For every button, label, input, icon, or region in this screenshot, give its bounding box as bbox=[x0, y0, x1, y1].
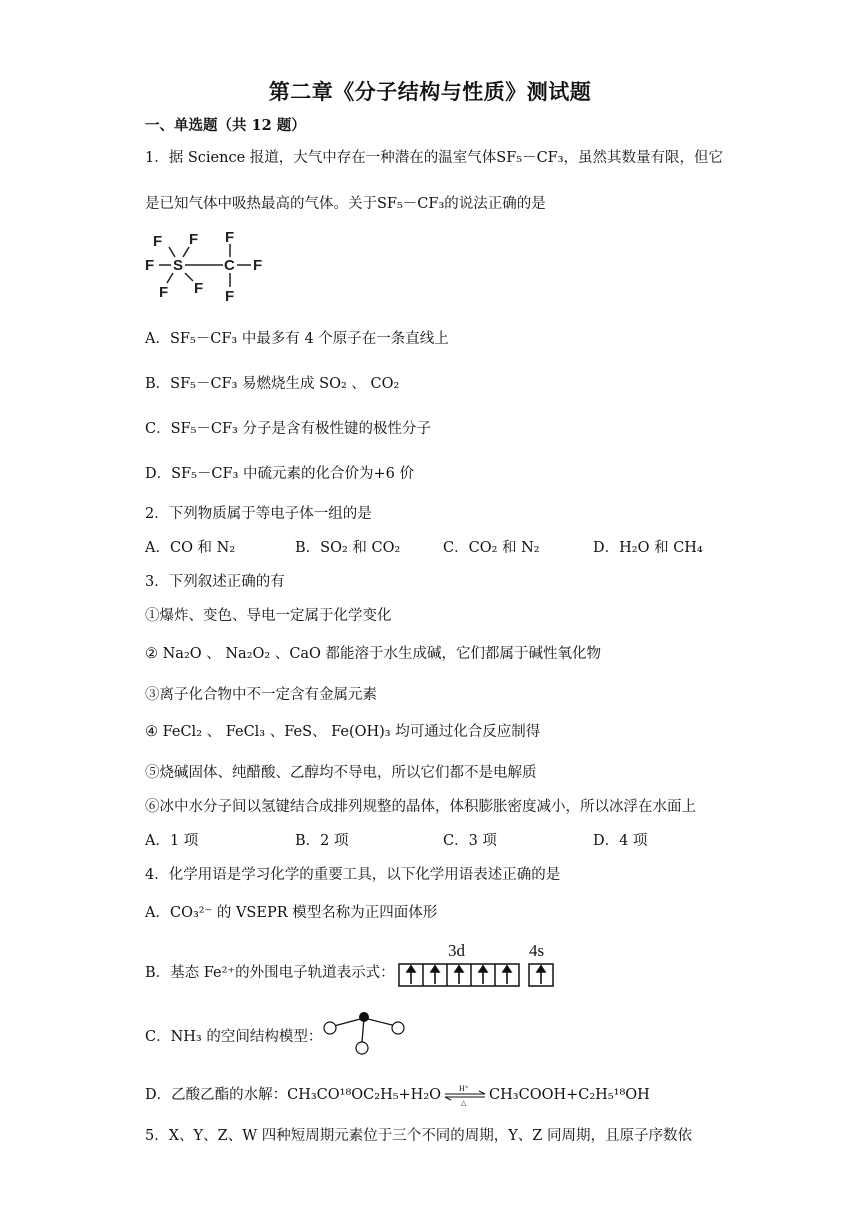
q3-option-c: C．3 项 bbox=[443, 833, 497, 849]
fe2-orbital-diagram bbox=[398, 940, 558, 990]
q1-stem-line2: 是已知气体中吸热最高的气体。关于SF₅－CF₃的说法正确的是 bbox=[145, 196, 546, 212]
mol-atom-c: C bbox=[224, 257, 235, 274]
q1-option-a: A．SF₅－CF₃ 中最多有 4 个原子在一条直线上 bbox=[145, 331, 449, 347]
q4-option-b: B．基态 Fe²⁺的外围电子轨道表示式： bbox=[145, 965, 395, 981]
mol-atom-f: F bbox=[189, 231, 199, 248]
q1-option-c: C．SF₅－CF₃ 分子是含有极性键的极性分子 bbox=[145, 421, 431, 437]
q3-stem: 3．下列叙述正确的有 bbox=[145, 574, 285, 590]
sf5-cf3-structure bbox=[145, 227, 275, 305]
q2-option-c: C．CO₂ 和 N₂ bbox=[443, 540, 540, 556]
q2-option-d: D．H₂O 和 CH₄ bbox=[593, 540, 703, 556]
mol-atom-f: F bbox=[153, 233, 163, 250]
section-heading: 一、单选题（共 12 题） bbox=[145, 117, 306, 134]
nh3-ball-stick-model bbox=[318, 1010, 408, 1060]
mol-atom-f: F bbox=[225, 229, 235, 246]
q3-statement-3: ③离子化合物中不一定含有金属元素 bbox=[145, 687, 377, 703]
q3-statement-6: ⑥冰中水分子间以氢键结合成排列规整的晶体，体积膨胀密度减小，所以冰浮在水面上 bbox=[145, 799, 696, 815]
mol-atom-f: F bbox=[253, 257, 263, 274]
q3-option-b: B．2 项 bbox=[295, 833, 349, 849]
mol-atom-f: F bbox=[225, 288, 235, 305]
q3-option-a: A．1 项 bbox=[145, 833, 199, 849]
q3-statement-4: ④ FeCl₂ 、 FeCl₃ 、FeS、 Fe(OH)₃ 均可通过化合反应制得 bbox=[145, 724, 541, 740]
q1-option-b: B．SF₅－CF₃ 易燃烧生成 SO₂ 、 CO₂ bbox=[145, 376, 400, 392]
q1-stem-line1: 1．据 Science 报道，大气中存在一种潜在的温室气体SF₅－CF₃，虽然其数量有限，但它 bbox=[145, 150, 724, 166]
q1-formula: SF₅－CF₃ bbox=[496, 150, 564, 166]
orbital-3d-label: 3d bbox=[448, 941, 465, 960]
q4-option-c: C．NH₃ 的空间结构模型： bbox=[145, 1029, 323, 1045]
mol-atom-s: S bbox=[173, 257, 184, 274]
q3-statement-2: ② Na₂O 、 Na₂O₂ 、CaO 都能溶于水生成碱，它们都属于碱性氧化物 bbox=[145, 646, 602, 662]
q4-stem: 4．化学用语是学习化学的重要工具，以下化学用语表述正确的是 bbox=[145, 867, 561, 883]
q2-option-a: A．CO 和 N₂ bbox=[145, 540, 236, 556]
reaction-condition-bottom: △ bbox=[461, 1099, 467, 1106]
page-title: 第二章《分子结构与性质》测试题 bbox=[268, 79, 592, 104]
mol-atom-f: F bbox=[159, 284, 169, 301]
q4-option-a: A．CO₃²⁻ 的 VSEPR 模型名称为正四面体形 bbox=[145, 905, 438, 921]
mol-atom-f: F bbox=[194, 280, 204, 297]
q5-stem: 5．X、Y、Z、W 四种短周期元素位于三个不同的周期，Y、Z 同周期，且原子序数依 bbox=[145, 1128, 692, 1144]
q2-stem: 2．下列物质属于等电子体一组的是 bbox=[145, 506, 372, 522]
reaction-condition-top: H⁺ bbox=[459, 1084, 470, 1093]
q2-option-b: B．SO₂ 和 CO₂ bbox=[295, 540, 401, 556]
reversible-arrow-icon bbox=[443, 1084, 487, 1106]
q3-option-d: D．4 项 bbox=[593, 833, 648, 849]
mol-atom-f: F bbox=[145, 257, 155, 274]
q3-statement-1: ①爆炸、变色、导电一定属于化学变化 bbox=[145, 608, 392, 624]
q3-statement-5: ⑤烧碱固体、纯醋酸、乙醇均不导电，所以它们都不是电解质 bbox=[145, 765, 537, 781]
orbital-4s-label: 4s bbox=[529, 941, 545, 960]
q1-option-d: D．SF₅－CF₃ 中硫元素的化合价为+6 价 bbox=[145, 466, 414, 482]
q4-option-d: D．乙酸乙酯的水解：CH₃CO¹⁸OC₂H₅+H₂O H⁺ △ CH₃COOH+C₂H₅¹⁸OH bbox=[145, 1084, 650, 1106]
